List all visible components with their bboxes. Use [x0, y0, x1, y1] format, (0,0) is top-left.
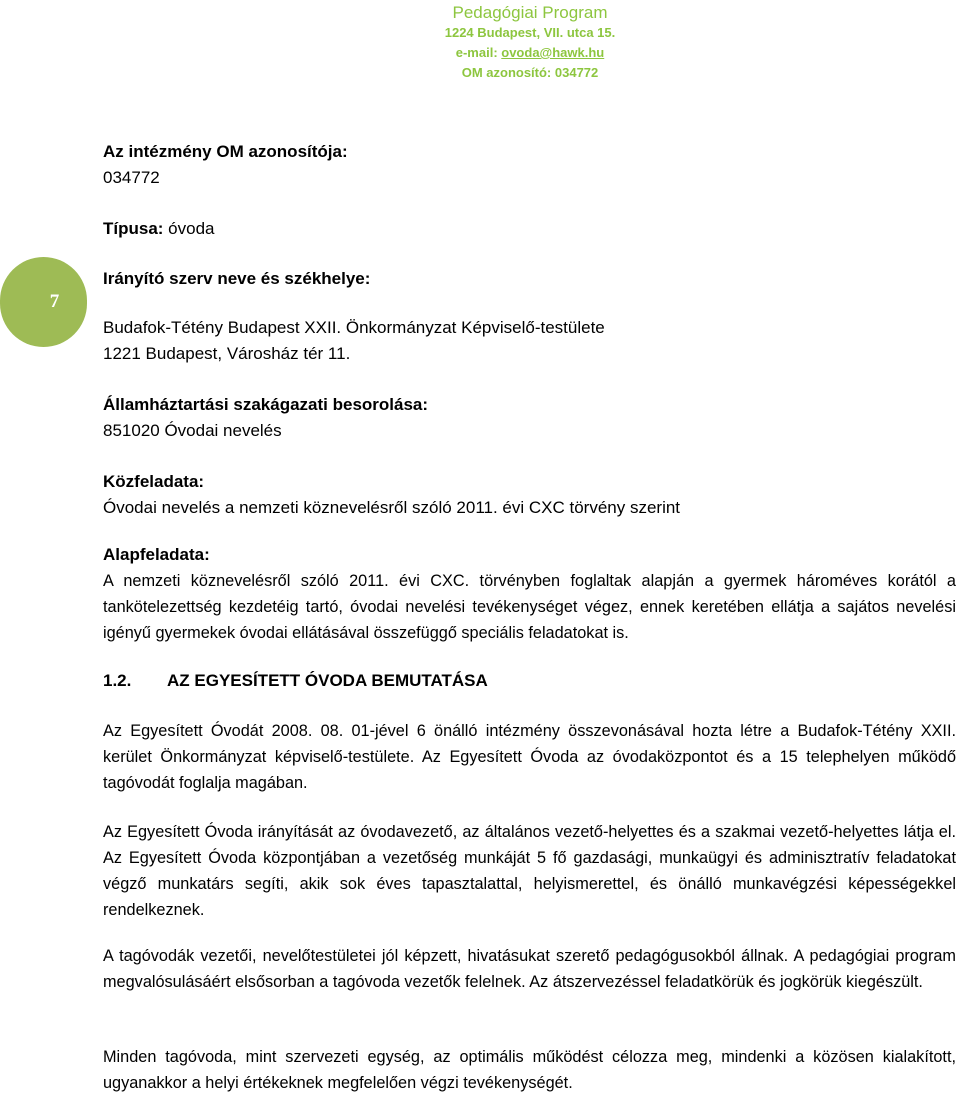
- header-om-id: OM azonosító: 034772: [461, 65, 599, 80]
- section-paragraph: [103, 1044, 956, 1096]
- header-email-link[interactable]: ovoda@hawk.hu: [501, 45, 605, 60]
- public-task-label: Közfeladata:: [103, 472, 205, 491]
- section-paragraph: [103, 943, 956, 995]
- paragraph-text: Az Egyesített Óvoda irányítását az óvodavezető, az általános vezető-helyettes és a szakmai vezető-helyettes látja el. Az Egyesített Óvoda központjában a vezetőség munkáját 5 fő gazdasági, munkaügyi és adminisztratív feladatokat végző munkatárs segíti, akik sok éves tapasztalattal, helyismerettel, és önálló munkavégzési képességekkel rendelkeznek.: [103, 823, 956, 919]
- section-paragraph: [103, 718, 956, 796]
- basic-task-value: A nemzeti köznevelésről szóló 2011. évi CXC. törvényben foglaltak alapján a gyermek hároméves korától a tankötelezettség kezdetéig tartó, óvodai nevelési tevékenységet végez, ennek keretében ellátja a sajátos nevelési igényű gyermekek óvodai ellátásával összefüggő speciális feladatokat is.: [103, 572, 956, 642]
- section-paragraph: [103, 819, 956, 923]
- governing-body-address: 1221 Budapest, Városház tér 11.: [103, 344, 351, 363]
- paragraph-text: Az Egyesített Óvodát 2008. 08. 01-jével 6 önálló intézmény összevonásával hozta létre a Budafok-Tétény XXII. kerület Önkormányzat képviselő-testülete. Az Egyesített Óvoda az óvodaközpontot és a 15 telephelyen működő tagóvodát foglalja magában.: [103, 722, 956, 792]
- governing-body-label: Irányító szerv neve és székhelye:: [103, 269, 371, 288]
- section-title: AZ EGYESÍTETT ÓVODA BEMUTATÁSA: [167, 671, 488, 690]
- type-label: Típusa:: [103, 219, 164, 238]
- header-title: Pedagógiai Program: [452, 3, 608, 22]
- public-task-field: [103, 469, 956, 521]
- type-field: [103, 216, 956, 242]
- page-number-badge: 7: [0, 257, 87, 347]
- basic-task-field: [103, 542, 956, 646]
- document-header: [380, 0, 680, 83]
- header-email-prefix: e-mail:: [455, 45, 502, 60]
- governing-body-name: Budafok-Tétény Budapest XXII. Önkormányzat Képviselő-testülete: [103, 318, 605, 337]
- section-number: 1.2.: [103, 671, 132, 690]
- budget-classification-field: [103, 392, 956, 444]
- type-value: óvoda: [163, 219, 215, 238]
- basic-task-label: Alapfeladata:: [103, 545, 210, 564]
- header-email-line: [380, 43, 680, 63]
- governing-body-field: [103, 315, 956, 367]
- header-address: 1224 Budapest, VII. utca 15.: [444, 25, 616, 40]
- paragraph-text: A tagóvodák vezetői, nevelőtestületei jól képzett, hivatásukat szerető pedagógusokból állnak. A pedagógiai program megvalósulásáért elsősorban a tagóvoda vezetők felelnek. Az átszervezéssel feladatkörük és jogkörük kiegészült.: [103, 947, 956, 991]
- budget-classification-value: 851020 Óvodai nevelés: [103, 421, 282, 440]
- section-heading: [103, 668, 956, 694]
- om-id-field: [103, 139, 956, 191]
- paragraph-text: Minden tagóvoda, mint szervezeti egység, az optimális működést célozza meg, mindenki a közösen kialakított, ugyanakkor a helyi értékeknek megfelelően végzi tevékenységét.: [103, 1048, 956, 1092]
- budget-classification-label: Államháztartási szakágazati besorolása:: [103, 395, 429, 414]
- om-id-value: 034772: [103, 168, 160, 187]
- governing-body-label-block: [103, 266, 956, 292]
- om-id-label: Az intézmény OM azonosítója:: [103, 142, 348, 161]
- public-task-value: Óvodai nevelés a nemzeti köznevelésről szóló 2011. évi CXC törvény szerint: [103, 498, 681, 517]
